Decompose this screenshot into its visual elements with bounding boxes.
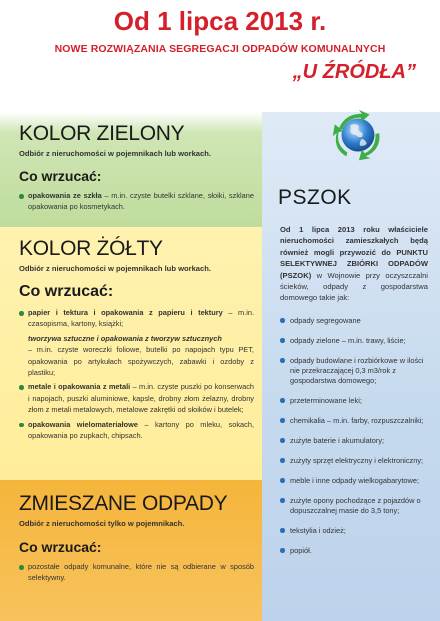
list-item: popiół. <box>280 546 428 556</box>
bullet-icon <box>280 498 285 503</box>
bullet-icon <box>280 398 285 403</box>
list-item: metale i opakowania z metali – m.in. czyste puszki po konserwach i napojach, puszki aluminiowe, kapsle, drobny złom żelazny, drobny złom z metali metalowych, metalowe zakrętki od słoików i butelek; <box>19 381 254 415</box>
mixed-list <box>19 561 262 584</box>
list-item: odpady segregowane <box>280 316 428 326</box>
mixed-description: Odbiór z nieruchomości tylko w pojemnikach. <box>19 519 185 528</box>
yellow-what-to-throw: Co wrzucać: <box>19 283 114 300</box>
bullet-icon <box>19 423 24 428</box>
bullet-icon <box>19 311 24 316</box>
bullet-icon <box>280 528 285 533</box>
green-list <box>19 190 262 213</box>
bullet-icon <box>280 478 285 483</box>
bullet-icon <box>280 358 285 363</box>
green-description: Odbiór z nieruchomości w pojemnikach lub workach. <box>19 149 211 158</box>
slogan: „U ŹRÓDŁA” <box>292 61 416 83</box>
bullet-icon <box>280 318 285 323</box>
green-title: KOLOR ZIELONY <box>19 122 185 145</box>
list-item: chemikalia – m.in. farby, rozpuszczalniki; <box>280 416 428 426</box>
mixed-title: ZMIESZANE ODPADY <box>19 492 228 515</box>
recycle-globe-icon <box>327 104 389 166</box>
bullet-icon <box>280 438 285 443</box>
list-item: meble i inne odpady wielkogabarytowe; <box>280 476 428 486</box>
header <box>0 0 440 112</box>
list-item: opakowania ze szkła – m.in. czyste butelki szklane, słoiki, szklane opakowania po kosmetykach. <box>19 190 254 213</box>
bullet-icon <box>19 385 24 390</box>
list-item: zużyte baterie i akumulatory; <box>280 436 428 446</box>
pszok-description-rest: w Wojnowie przy oczyszczalni ścieków, odpady z gospodarstwa domowego takie jak: <box>280 270 428 303</box>
bullet-icon <box>19 194 24 199</box>
list-item: zużyte opony pochodzące z pojazdów o dopuszczalnej masie do 3,5 tony; <box>280 496 428 516</box>
bullet-icon <box>280 418 285 423</box>
page-title: Od 1 lipca 2013 r. <box>113 6 327 36</box>
list-item: pozostałe odpady komunalne, które nie są odbierane w sposób selektywny. <box>19 561 254 584</box>
bullet-icon <box>19 565 24 570</box>
green-section <box>0 112 262 227</box>
yellow-section <box>0 227 262 480</box>
yellow-description: Odbiór z nieruchomości w pojemnikach lub workach. <box>19 264 211 273</box>
list-item: zużyty sprzęt elektryczny i elektroniczny; <box>280 456 428 466</box>
pszok-panel <box>262 112 440 621</box>
list-item: tekstylia i odzież; <box>280 526 428 536</box>
yellow-list <box>19 307 262 441</box>
list-item: przeterminowane leki; <box>280 396 428 406</box>
list-item: odpady budowlane i rozbiórkowe w ilości nie przekraczającej 0,3 m3/rok z gospodarstwa domowego; <box>280 356 428 386</box>
list-item: odpady zielone – m.in. trawy, liście; <box>280 336 428 346</box>
green-what-to-throw: Co wrzucać: <box>19 168 102 184</box>
list-item: opakowania wielomateriałowe – kartony po mleku, sokach, opakowania po zupkach, chipsach. <box>19 419 254 442</box>
pszok-description <box>270 224 428 304</box>
mixed-section <box>0 480 262 621</box>
yellow-title: KOLOR ŻÓŁTY <box>19 237 163 260</box>
bullet-icon <box>280 338 285 343</box>
pszok-description-bold: Od 1 lipca 2013 roku właściciele nieruchomości zamieszkałych będą również mogli przywozić do PUNKTU SELEKTYWNEJ ZBIÓRKI ODPADÓW (PSZOK) <box>280 225 428 280</box>
mixed-what-to-throw: Co wrzucać: <box>19 539 102 555</box>
pszok-list <box>270 316 428 556</box>
list-item: tworzywa sztuczne i opakowania z tworzyw sztucznych – m.in. czyste woreczki foliowe, butelki po napojach typu PET, opakowania po artykułach spożywczych, zabawki i ozdoby z plastiku; <box>28 333 254 378</box>
list-item: papier i tektura i opakowania z papieru i tektury – m.in. czasopisma, kartony, książki; <box>19 307 254 330</box>
pszok-title: PSZOK <box>278 186 352 209</box>
bullet-icon <box>280 548 285 553</box>
page-subtitle: NOWE ROZWIĄZANIA SEGREGACJI ODPADÓW KOMUNALNYCH <box>54 43 386 55</box>
bullet-icon <box>280 458 285 463</box>
